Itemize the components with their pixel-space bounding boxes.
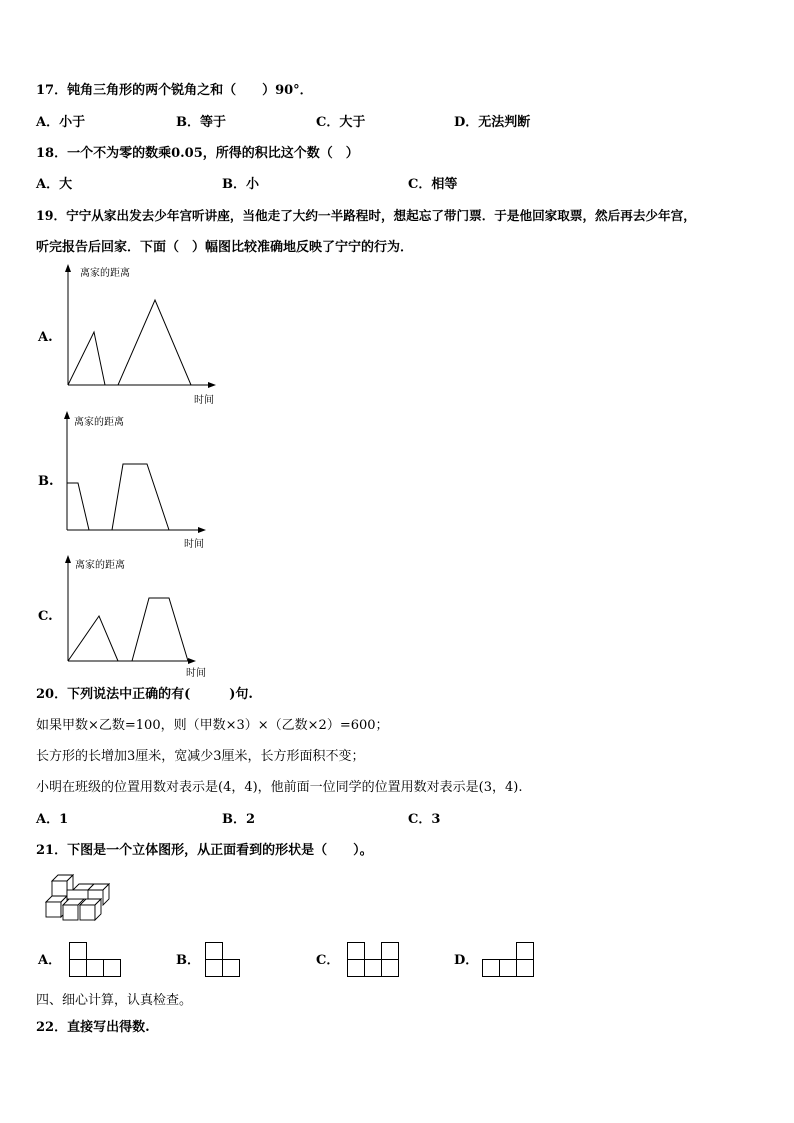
q19-graph-c-ylabel: 离家的距离 xyxy=(75,560,125,571)
q19-option-c[interactable]: C. xyxy=(38,609,53,624)
q20-statement-1: 如果甲数×乙数=100，则（甲数×3）×（乙数×2）=600； xyxy=(36,718,389,733)
q17-stem: 17．钝角三角形的两个锐角之和（ ）90°． xyxy=(36,83,313,98)
q20-statement-2: 长方形的长增加3厘米，宽减少3厘米，长方形面积不变； xyxy=(36,749,365,764)
q19-graph-a-xlabel: 时间 xyxy=(194,395,214,406)
q21-option-a-shape xyxy=(69,942,123,978)
section-4-title: 四、细心计算，认真检查。 xyxy=(36,993,193,1008)
q17-option-b[interactable]: B．等于 xyxy=(176,115,226,130)
q19-graph-a-ylabel: 离家的距离 xyxy=(80,268,130,279)
q19-graph-a xyxy=(58,262,218,407)
q18-stem: 18．一个不为零的数乘0.05，所得的积比这个数（ ） xyxy=(36,146,359,161)
q20-stem: 20．下列说法中正确的有( )句. xyxy=(36,687,253,702)
q18-option-b[interactable]: B．小 xyxy=(222,177,259,192)
q19-stem-line1: 19．宁宁从家出发去少年宫听讲座，当他走了大约一半路程时，想起忘了带门票．于是他回家取票，然后再去少年宫， xyxy=(36,208,696,223)
q18-option-c[interactable]: C．相等 xyxy=(408,177,458,192)
q19-graph-c-xlabel: 时间 xyxy=(186,668,206,679)
q20-option-a[interactable]: A．1 xyxy=(36,812,69,827)
q19-graph-b-xlabel: 时间 xyxy=(184,539,204,550)
q18-option-a[interactable]: A．大 xyxy=(36,177,73,192)
q21-option-b[interactable]: B． xyxy=(176,953,200,968)
q21-cube-figure xyxy=(42,873,112,925)
q21-option-c-shape xyxy=(347,942,401,978)
q21-option-d[interactable]: D． xyxy=(454,953,479,968)
q19-stem-line2: 听完报告后回家．下面（ ）幅图比较准确地反映了宁宁的行为． xyxy=(36,240,414,255)
q21-option-a[interactable]: A． xyxy=(38,953,62,968)
q21-option-b-shape xyxy=(205,942,243,978)
q22-stem: 22．直接写出得数. xyxy=(36,1020,150,1035)
q19-option-b[interactable]: B. xyxy=(38,474,54,489)
q20-option-c[interactable]: C．3 xyxy=(408,812,441,827)
q20-option-b[interactable]: B．2 xyxy=(222,812,256,827)
q20-statement-3: 小明在班级的位置用数对表示是(4，4)，他前面一位同学的位置用数对表示是(3，4). xyxy=(36,780,523,795)
q19-option-a[interactable]: A. xyxy=(38,330,53,345)
q21-option-c[interactable]: C． xyxy=(316,953,340,968)
q17-option-d[interactable]: D．无法判断 xyxy=(454,115,531,130)
q21-option-d-shape xyxy=(482,942,536,978)
q21-stem: 21．下图是一个立体图形，从正面看到的形状是（ ）。 xyxy=(36,843,373,858)
q19-graph-b-ylabel: 离家的距离 xyxy=(74,417,124,428)
q17-option-a[interactable]: A．小于 xyxy=(36,115,86,130)
q17-option-c[interactable]: C．大于 xyxy=(316,115,366,130)
